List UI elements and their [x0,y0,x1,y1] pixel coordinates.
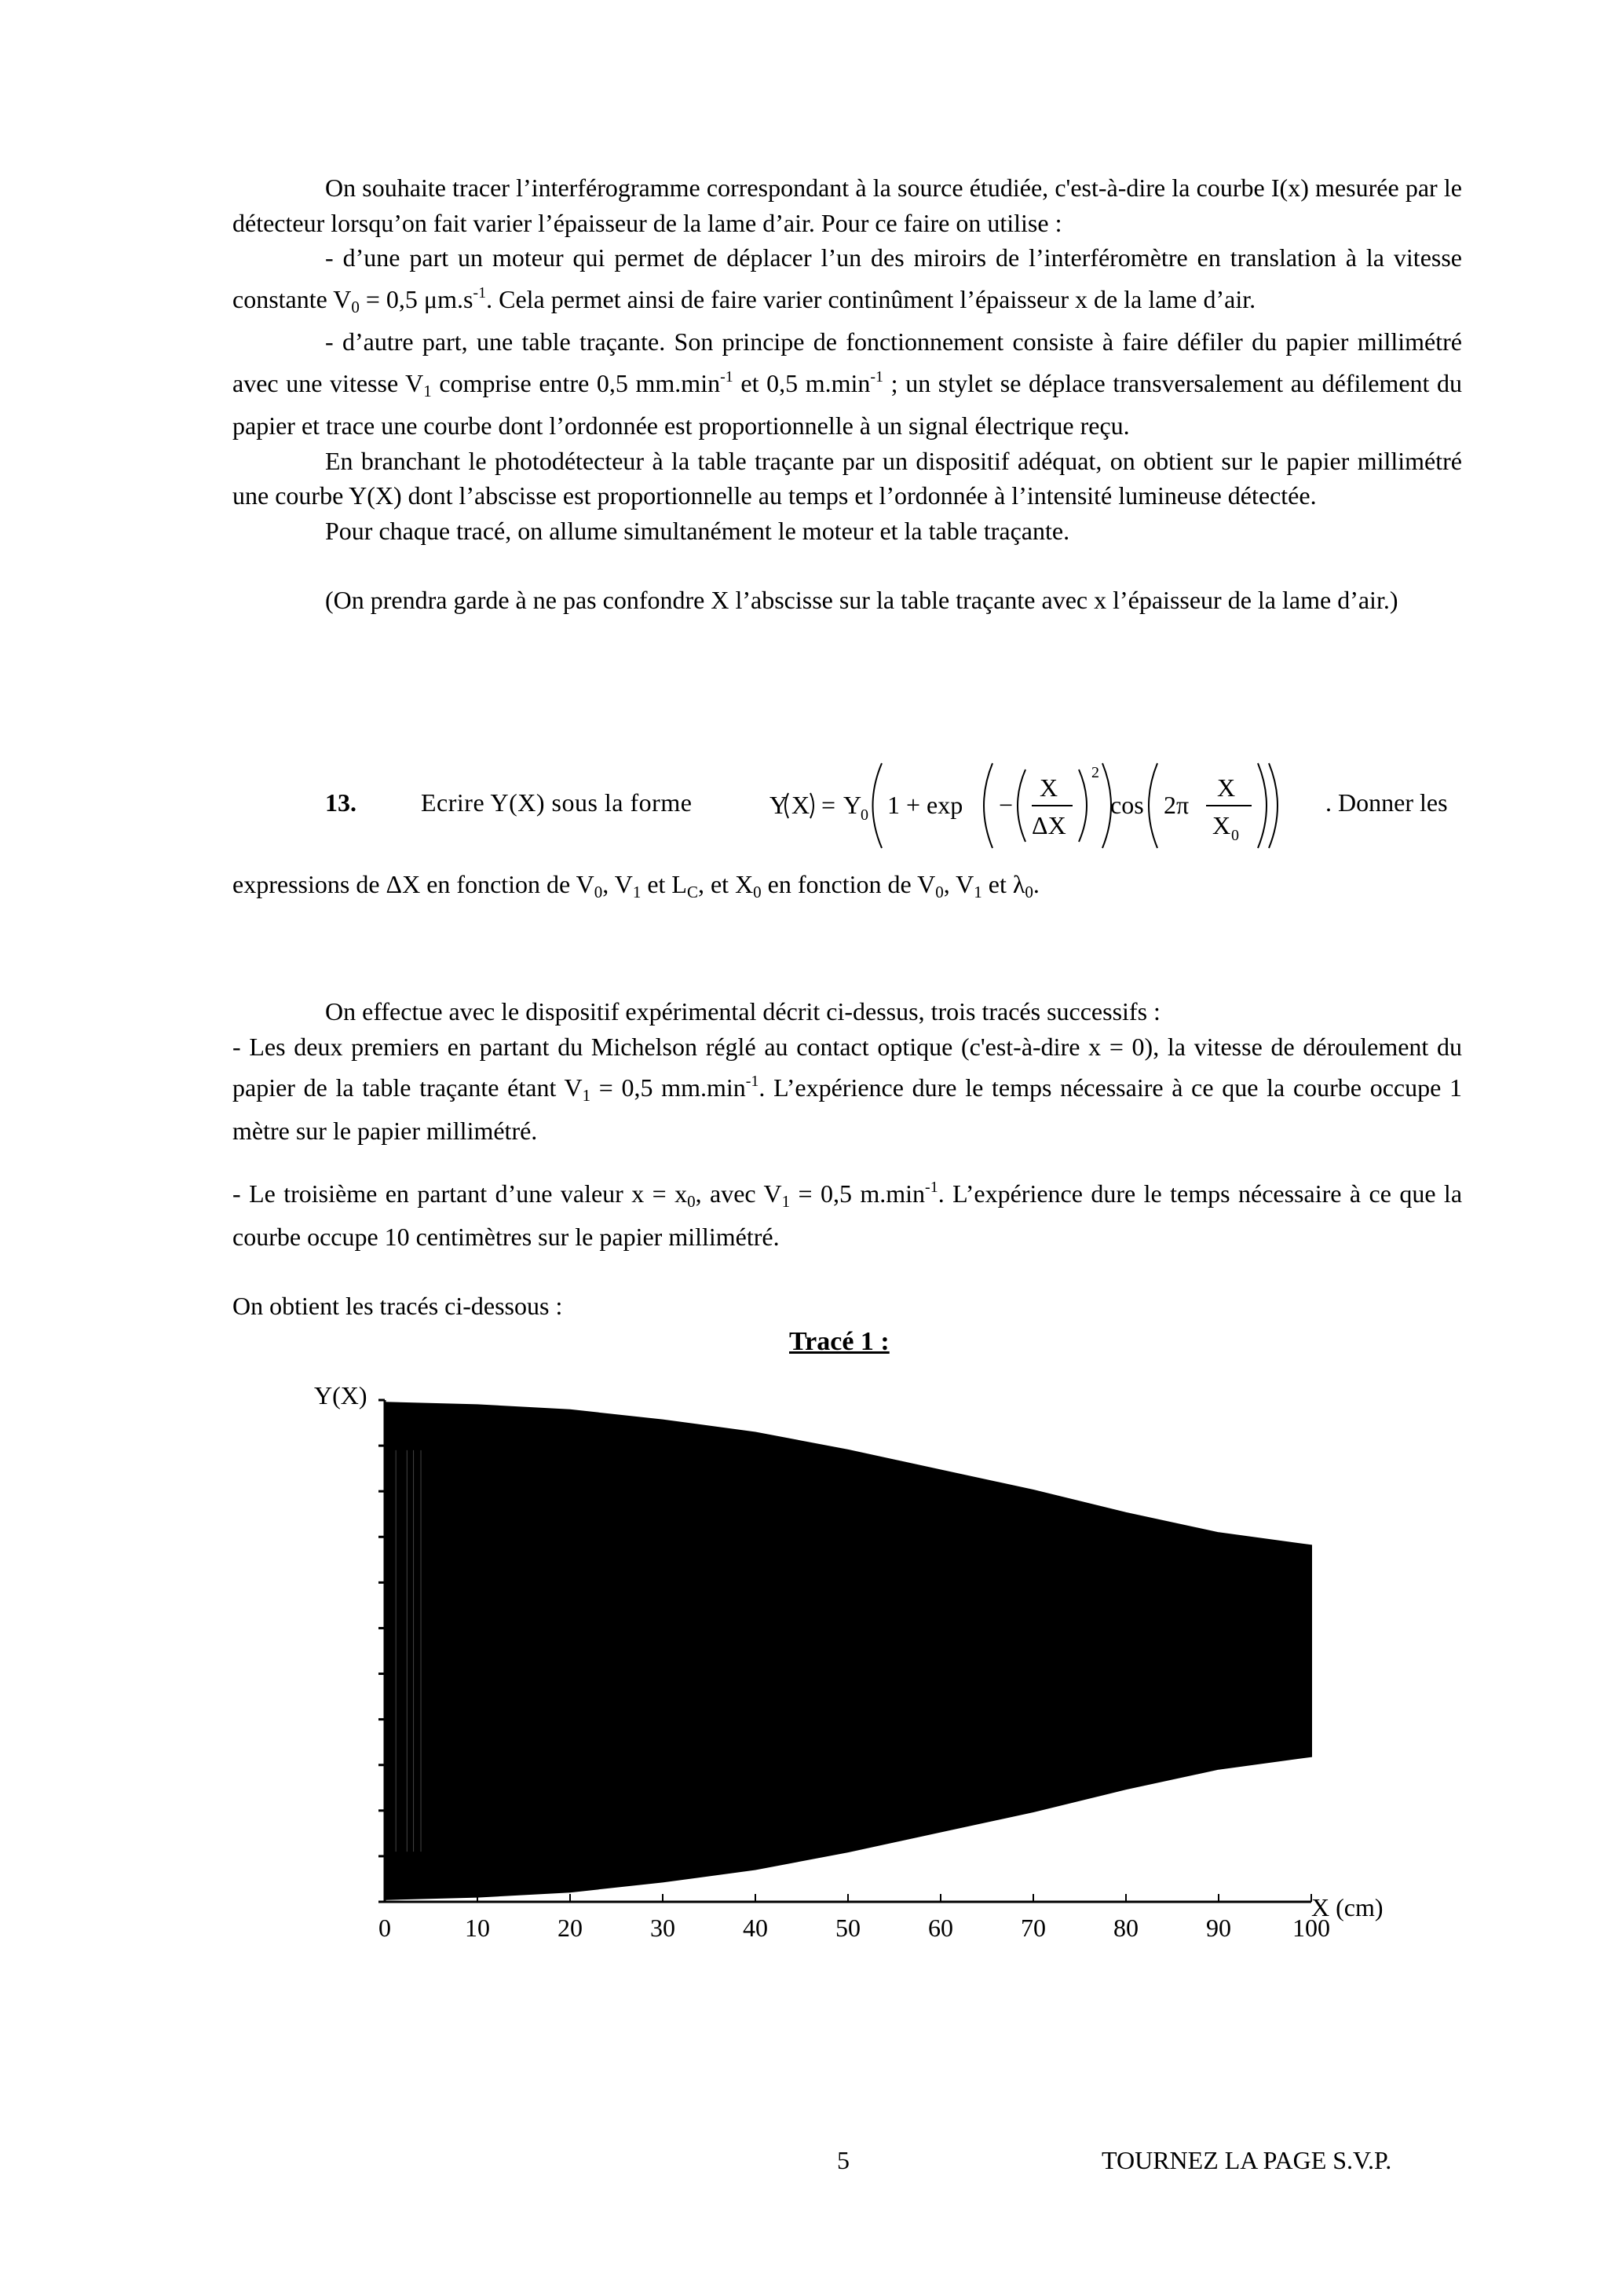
paragraph-simultaneous: Pour chaque tracé, on allume simultanément le moteur et la table traçante. [325,516,1070,545]
plot-title: Tracé 1 : [789,1327,890,1356]
formula-equals: = [821,791,836,819]
experiments-result: On obtient les tracés ci-dessous : [232,1292,563,1320]
formula-cos: cos [1110,791,1144,819]
paragraph-motor: - d’une part un moteur qui permet de déplacer l’un des miroirs de l’interféromètre en translation à la vitesse constante $V_0 = 0,5$ $\mu m.s^{-1}$. Cela permet ainsi de faire varier continûment l’épaisseur x de la lame d’air. [232,243,1462,316]
fringe-envelope [385,1402,1311,1899]
x-tick-label: 70 [1021,1914,1046,1942]
formula-y0-sub: 0 [861,806,868,824]
formula-frac1-num: X [1040,773,1058,802]
page-number: 5 [837,2146,850,2174]
formula-one-plus-exp: 1 + exp [887,791,963,819]
x-tick-label: 50 [835,1914,861,1942]
experiment-third: - Le troisième en partant d’une valeur $x = x_0$, avec $V_1 = 0,5$ $m.\min^{-1}$. L’expérience dure le temps nécessaire à ce que la courbe occupe 10 centimètres sur le papier millimétré. [232,1179,1463,1251]
paragraph-plotter: - d’autre part, une table traçante. Son principe de fonctionnement consiste à faire défiler du papier millimétré avec une vitesse $V_1$ comprise entre 0,5 $mm.\min^{-1}$ et 0,5 $m.\min^{-1}$ ; un stylet se déplace transversalement au défilement du papier et trace une courbe dont l’ordonnée est proportionnelle à un signal électrique reçu. [232,327,1463,440]
x-tick-label: 90 [1206,1914,1231,1942]
x-tick-label: 60 [928,1914,953,1942]
x-tick-label: 30 [650,1914,675,1942]
formula-frac2-num: X [1217,773,1236,802]
experiments-intro: On effectue avec le dispositif expérimental décrit ci-dessus, trois tracés successifs : [325,997,1161,1026]
formula-y0: Y [843,791,862,819]
x-tick-label: 40 [743,1914,768,1942]
x-axis-label: X (cm) [1311,1893,1384,1921]
paragraph-warning: (On prendra garde à ne pas confondre X l’abscisse sur la table traçante avec x l’épaisseur de la lame d’air.) [325,586,1398,614]
question-number: 13. [325,788,356,817]
x-tick-label: 20 [557,1914,583,1942]
x-tick-label: 80 [1113,1914,1139,1942]
formula-frac1-den: ΔX [1032,811,1066,839]
question-end: . Donner les [1325,788,1448,817]
formula-exponent: 2 [1091,764,1099,781]
formula-lhs-arg: X [791,791,810,819]
formula-frac2-den-sub: 0 [1231,827,1239,844]
formula-minus: − [999,791,1014,819]
formula-frac2-den: X [1212,811,1231,839]
question-intro: Ecrire Y(X) sous la forme [421,788,693,817]
x-tick-label: 0 [378,1914,391,1942]
x-tick-label: 100 [1292,1914,1330,1942]
y-axis-label: Y(X) [314,1381,367,1409]
intro-text [232,170,1462,618]
x-tick-label: 10 [465,1914,490,1942]
formula-two-pi: 2π [1164,791,1190,819]
experiments-text [232,994,1462,1324]
question-expressions: expressions de ΔX en fonction de $V_0$, $V_1$ et $L_C$, et $X_0$ en fonction de $V_0$, $V_1$ et $\lambda_0$. [232,870,1040,901]
formula-lhs: Y [769,791,788,819]
paragraph-photodetector: En branchant le photodétecteur à la table traçante par un dispositif adéquat, on obtient sur le papier millimétré une courbe Y(X) dont l’abscisse est proportionnelle au temps et l’ordonnée à l’intensité lumineuse détectée. [232,446,1462,510]
turn-page-notice: TOURNEZ LA PAGE S.V.P. [1102,2146,1392,2174]
experiment-first-two: - Les deux premiers en partant du Michelson réglé au contact optique (c'est-à-dire x = 0), la vitesse de déroulement du papier de la table traçante étant $V_1 = 0,5$ $mm.\min^{-1}$. L’expérience dure le temps nécessaire à ce que la courbe occupe 1 mètre sur le papier millimétré. [232,1032,1463,1145]
paragraph-interferogram: On souhaite tracer l’interférogramme correspondant à la source étudiée, c'est-à-dire la courbe I(x) mesurée par le détecteur lorsqu’on fait varier l’épaisseur de la lame d’air. Pour ce faire on utilise : [232,174,1462,237]
trace-1-chart [298,1366,1445,1979]
